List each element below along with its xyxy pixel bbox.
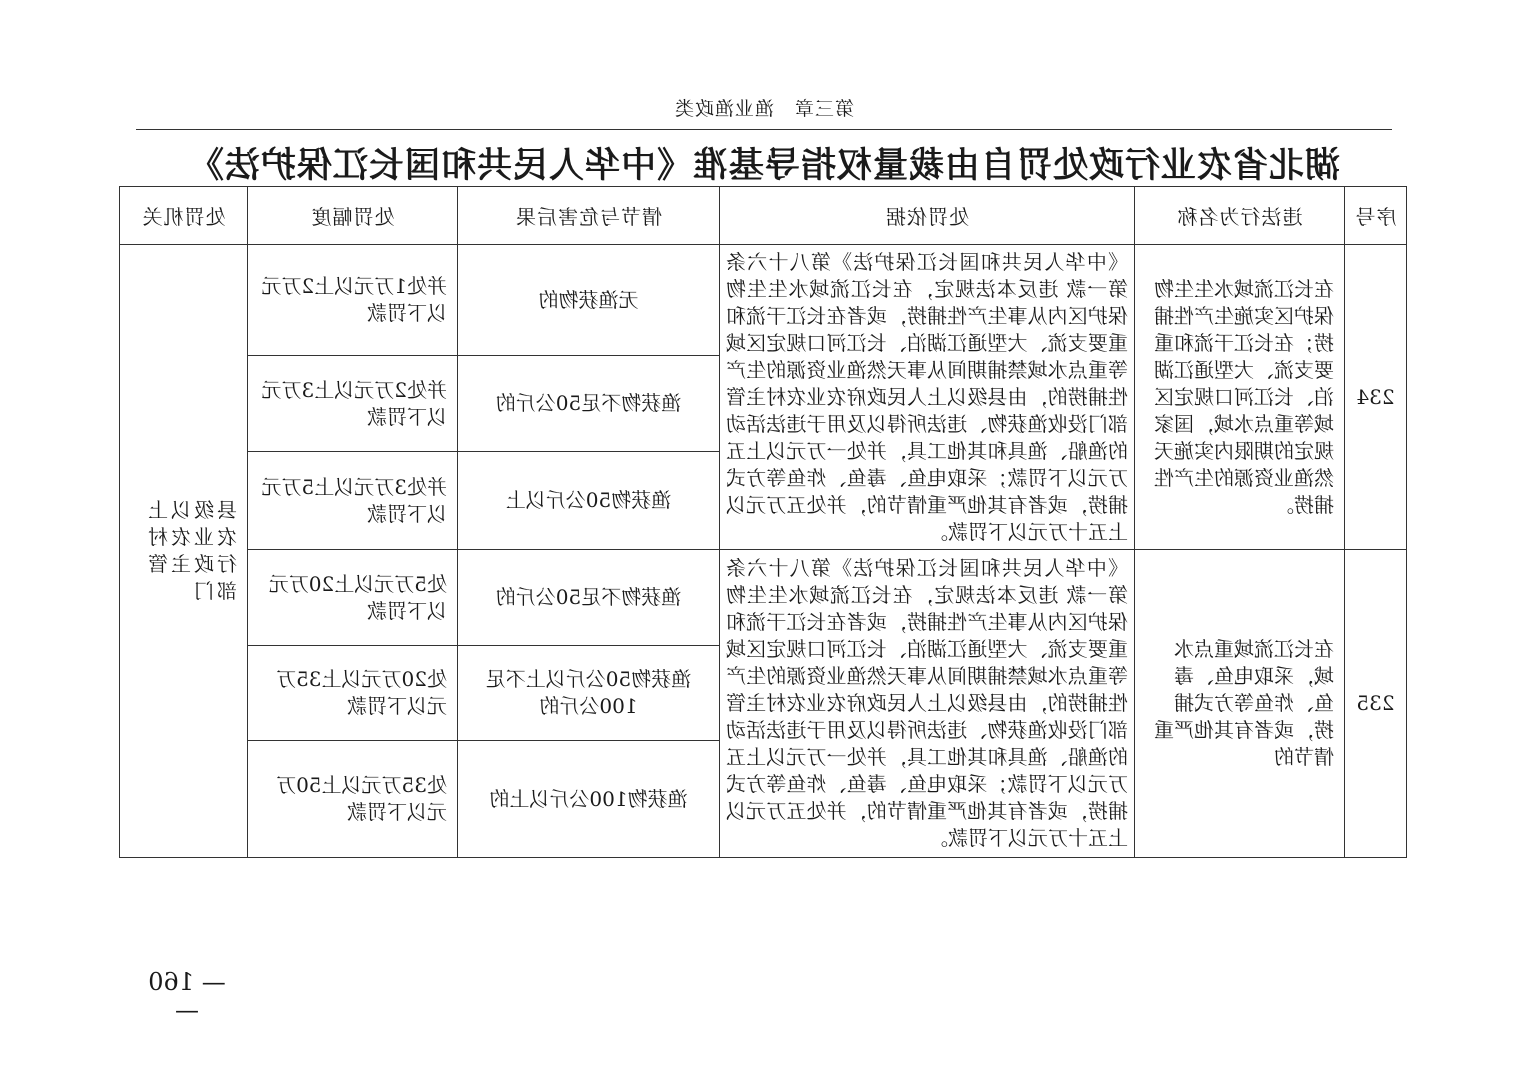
penalty-table	[119, 186, 1407, 858]
consequence-cell: 渔获物不足50公斤的	[458, 550, 720, 646]
penalty-basis: 《中华人民共和国长江保护法》第八十六条 第一款 违反本法规定，在长江流域水生生物保护区内从事生产性捕捞，或者在长江干流和重要支流、大型通江湖泊、长江河口规定区域等重点水域禁捕期间从事天然渔业资源的生产性捕捞的，由县级以上人民政府农业农村主管部门没收渔获物、违法所得以及用于违法活动的渔船、渔具和其他工具，并处一万元以上五万元以下罚款；采取电鱼、毒鱼、炸鱼等方式捕捞，或者有其他严重情节的，并处五万元以上五十万元以下罚款。	[720, 245, 1135, 550]
table-row	[120, 245, 1407, 356]
consequence-cell: 渔获物不足50公斤的	[458, 356, 720, 452]
consequence-cell: 无渔获物的	[458, 245, 720, 356]
penalty-range-cell: 并处2万元以上3万元以下罚款	[248, 356, 458, 452]
col-header-basis: 处罚依据	[720, 187, 1135, 245]
penalty-basis: 《中华人民共和国长江保护法》第八十六条 第一款 违反本法规定，在长江流域水生生物保护区内从事生产性捕捞，或者在长江干流和重要支流、大型通江湖泊、长江河口规定区域等重点水域禁捕期间从事天然渔业资源的生产性捕捞的，由县级以上人民政府农业农村主管部门没收渔获物、违法所得以及用于违法活动的渔船、渔具和其他工具，并处一万元以上五万元以下罚款；采取电鱼、毒鱼、炸鱼等方式捕捞，或者有其他严重情节的，并处五万元以上五十万元以下罚款。	[720, 550, 1135, 858]
violation-name: 在长江流域水生生物保护区实施生产性捕捞；在长江干流和重要支流、大型通江湖泊、长江河口规定区域等重点水域，国家规定的期限内实施天然渔业资源的生产性捕捞。	[1135, 245, 1345, 550]
col-header-consequence: 情节与危害后果	[458, 187, 720, 245]
col-header-no: 序号	[1345, 187, 1407, 245]
header-rule	[136, 129, 1392, 130]
row-number: 234	[1345, 245, 1407, 550]
consequence-cell: 渔获物100公斤以上的	[458, 741, 720, 858]
penalty-range-cell: 并处1万元以上2万元以下罚款	[248, 245, 458, 356]
penalty-range-cell: 处5万元以上20万元以下罚款	[248, 550, 458, 646]
consequence-cell: 渔获物50公斤以上	[458, 452, 720, 550]
col-header-name: 违法行为名称	[1135, 187, 1345, 245]
col-header-authority: 处罚机关	[120, 187, 248, 245]
col-header-range: 处罚幅度	[248, 187, 458, 245]
violation-name: 在长江流域重点水域，采取电鱼、毒鱼、炸鱼等方式捕捞，或者有其他严重情节的	[1135, 550, 1345, 858]
table-row	[120, 550, 1407, 646]
penalty-range-cell: 处20万元以上35万元以下罚款	[248, 646, 458, 741]
table-header-row	[120, 187, 1407, 245]
penalty-authority: 县级以上农业农村行政主管部门	[120, 245, 248, 858]
running-header: 第三章 渔业渔政类	[674, 98, 855, 120]
page-number: — 160 —	[148, 968, 226, 1024]
penalty-range-cell: 处35万元以上50万元以下罚款	[248, 741, 458, 858]
row-number: 235	[1345, 550, 1407, 858]
document-title: 湖北省农业行政处罚自由裁量权指导基准《中华人民共和国长江保护法》	[188, 145, 1341, 186]
consequence-cell: 渔获物50公斤以上不足100公斤的	[458, 646, 720, 741]
penalty-range-cell: 并处3万元以上5万元以下罚款	[248, 452, 458, 550]
